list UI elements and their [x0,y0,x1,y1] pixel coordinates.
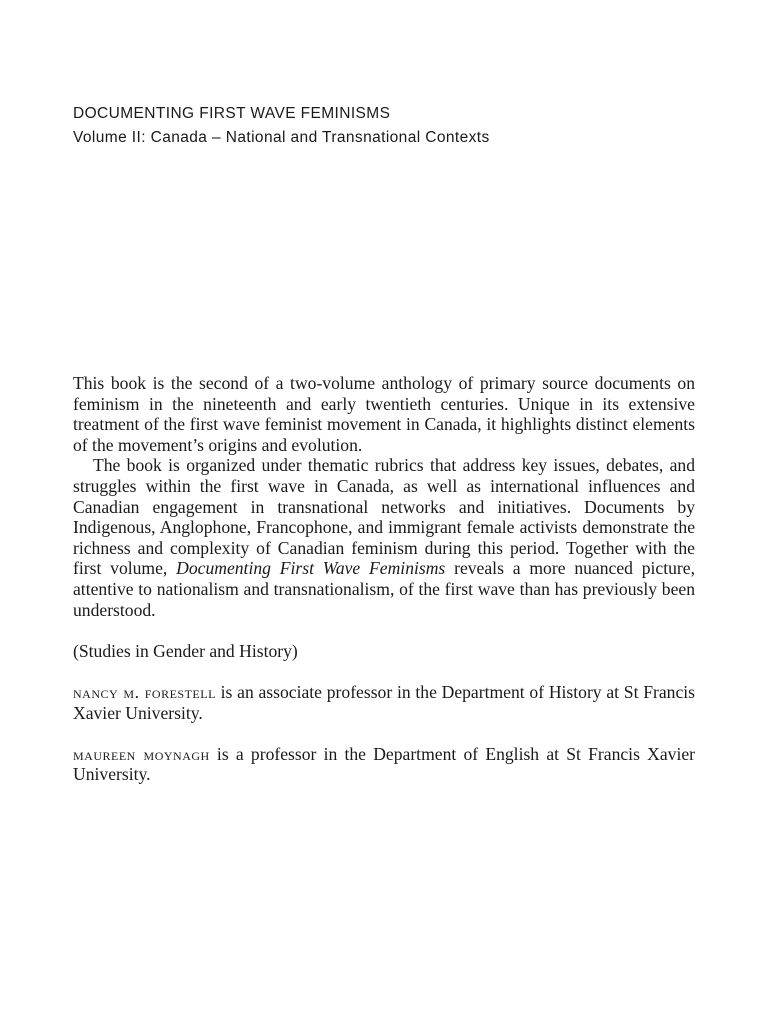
description-block [73,373,695,785]
author-bio-text-2: is a professor in the Department of English at St Francis Xavier University. [73,743,695,785]
description-paragraph-2 [73,455,695,620]
book-title-italic: Documenting First Wave Feminisms [176,558,446,579]
volume-title: Volume II: Canada – National and Transnational Contexts [73,129,490,146]
paragraph-2-text-end: reveals a more nuanced picture, attentive to nationalism and transnationalism, of the first wave than has previously been understood. [73,558,695,620]
series-title: DOCUMENTING FIRST WAVE FEMINISMS [73,105,391,122]
author-name-2: maureen moynagh [73,743,210,764]
author-bio-text-1: is an associate professor in the Department of History at St Francis Xavier University. [73,681,696,723]
spacer [73,661,695,682]
description-paragraph-1: This book is the second of a two-volume anthology of primary source documents on feminism in the nineteenth and early twentieth centuries. Unique in its extensive treatment of the first wave feminist movement in Canada, it highlights distinct elements of the movement’s origins and evolution. [73,373,695,455]
paragraph-2-text-start: The book is organized under thematic rubrics that address key issues, debates, and struggles within the first wave in Canada, as well as international influences and Canadian engagement in transnational networks and initiatives. Documents by Indigenous, Anglophone, Francophone, and immigrant female activists demonstrate the richness and complexity of Canadian feminism during this period. Together with the first volume, [73,455,695,579]
author-name-1: nancy m. forestell [73,681,216,702]
spacer [73,723,695,744]
author-bio-1 [73,682,695,723]
series-note: (Studies in Gender and History) [73,640,298,661]
spacer [73,620,695,641]
author-bio-2 [73,744,695,785]
page-header [73,102,713,150]
